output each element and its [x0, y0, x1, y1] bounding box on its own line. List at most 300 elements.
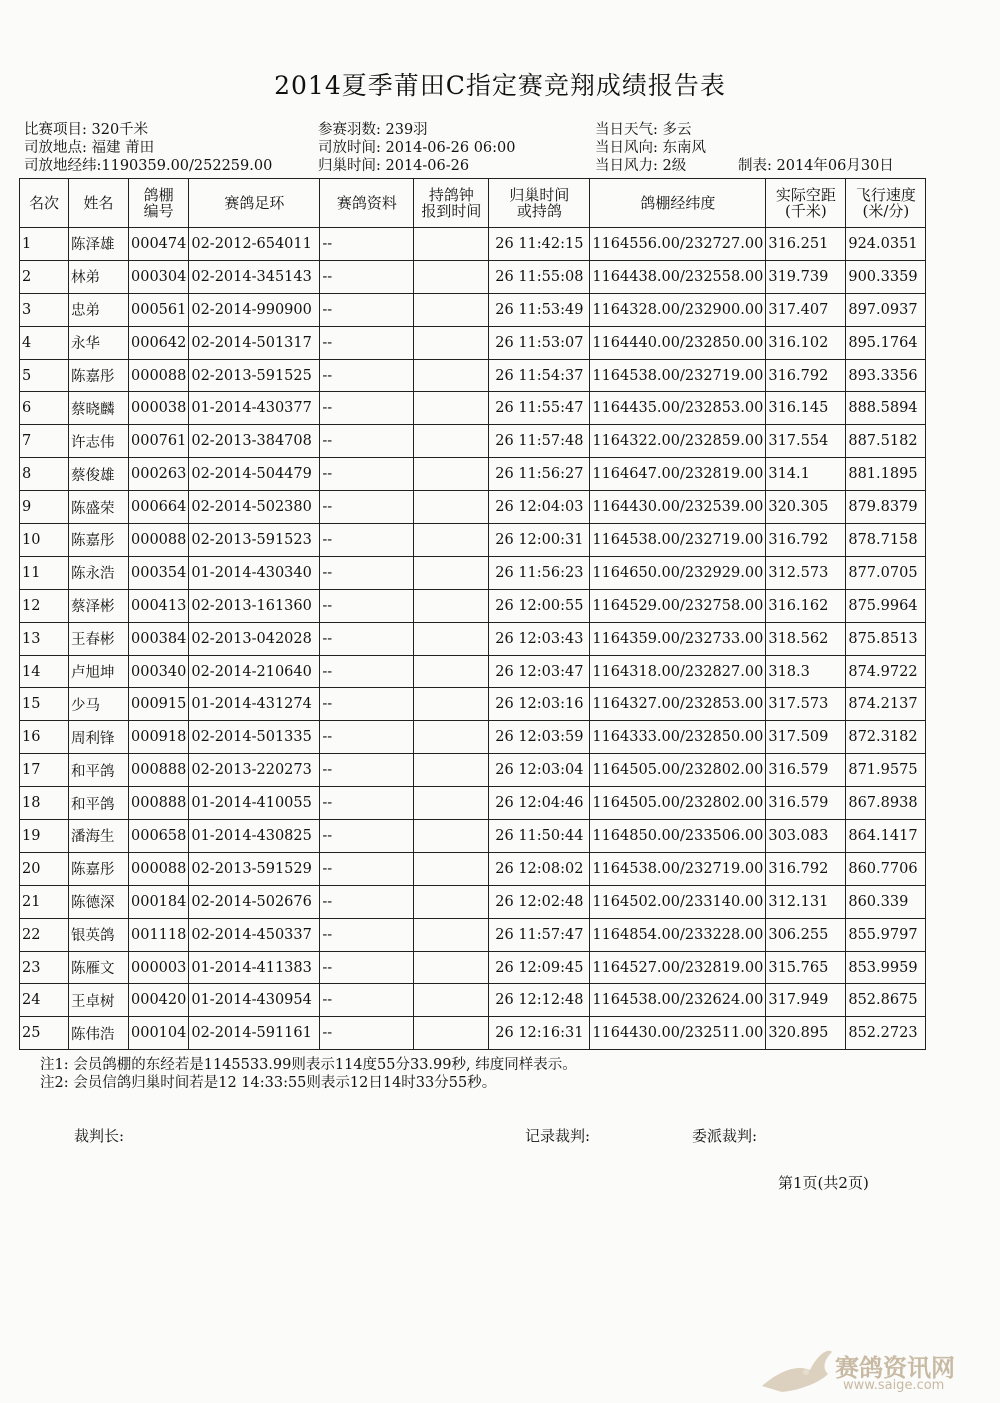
table-row: [20, 885, 926, 918]
cell-distance: 317.407: [766, 293, 846, 326]
table-row: [20, 359, 926, 392]
cell-name: 潘海生: [69, 820, 129, 853]
cell-name: 陈永浩: [69, 556, 129, 589]
cell-clock-time: [414, 721, 489, 754]
cell-distance: 303.083: [766, 820, 846, 853]
cell-name: 永华: [69, 326, 129, 359]
cell-rank: 19: [20, 820, 69, 853]
cell-return-time: 26 12:09:45: [489, 951, 590, 984]
cell-name: 陈嘉彤: [69, 359, 129, 392]
cell-distance: 316.792: [766, 852, 846, 885]
cell-loft-id: 000474: [129, 228, 189, 261]
cell-name: 陈伟浩: [69, 1017, 129, 1050]
release-location: 司放地点: 福建 莆田: [24, 140, 155, 156]
cell-rank: 11: [20, 556, 69, 589]
cell-return-time: 26 11:50:44: [489, 820, 590, 853]
cell-return-time: 26 11:57:47: [489, 918, 590, 951]
cell-loft-coords: 1164505.00/232802.00: [590, 787, 766, 820]
cell-pigeon-info: --: [320, 951, 414, 984]
cell-rank: 6: [20, 392, 69, 425]
cell-speed: 875.8513: [846, 622, 926, 655]
cell-pigeon-info: --: [320, 721, 414, 754]
cell-pigeon-info: --: [320, 458, 414, 491]
cell-distance: 316.102: [766, 326, 846, 359]
cell-ring: 02-2014-504479: [189, 458, 320, 491]
cell-return-time: 26 12:03:59: [489, 721, 590, 754]
cell-rank: 24: [20, 984, 69, 1017]
cell-name: 周利锋: [69, 721, 129, 754]
cell-pigeon-info: --: [320, 622, 414, 655]
table-row: [20, 491, 926, 524]
table-row: [20, 326, 926, 359]
cell-return-time: 26 12:12:48: [489, 984, 590, 1017]
cell-loft-id: 000304: [129, 260, 189, 293]
cell-speed: 853.9959: [846, 951, 926, 984]
cell-speed: 860.339: [846, 885, 926, 918]
cell-name: 和平鸽: [69, 787, 129, 820]
cell-speed: 877.0705: [846, 556, 926, 589]
header-pigeon-info: 赛鸽资料: [320, 179, 414, 228]
cell-return-time: 26 11:56:23: [489, 556, 590, 589]
cell-name: 银英鸽: [69, 918, 129, 951]
cell-clock-time: [414, 984, 489, 1017]
cell-rank: 25: [20, 1017, 69, 1050]
release-time: 司放时间: 2014-06-26 06:00: [318, 140, 516, 156]
header-rank: 名次: [20, 179, 69, 228]
header-speed: 飞行速度 (米/分): [846, 179, 926, 228]
cell-pigeon-info: --: [320, 425, 414, 458]
cell-speed: 900.3359: [846, 260, 926, 293]
cell-return-time: 26 12:03:43: [489, 622, 590, 655]
cell-clock-time: [414, 491, 489, 524]
cell-pigeon-info: --: [320, 787, 414, 820]
cell-loft-coords: 1164527.00/232819.00: [590, 951, 766, 984]
cell-ring: 01-2014-410055: [189, 787, 320, 820]
cell-rank: 18: [20, 787, 69, 820]
cell-speed: 874.2137: [846, 688, 926, 721]
cell-return-time: 26 11:53:49: [489, 293, 590, 326]
cell-name: 王卓树: [69, 984, 129, 1017]
cell-loft-coords: 1164650.00/232929.00: [590, 556, 766, 589]
cell-loft-id: 000888: [129, 787, 189, 820]
cell-pigeon-info: --: [320, 556, 414, 589]
cell-loft-id: 000664: [129, 491, 189, 524]
cell-speed: 875.9964: [846, 589, 926, 622]
table-row: [20, 392, 926, 425]
cell-return-time: 26 12:03:04: [489, 754, 590, 787]
race-distance: 比赛项目: 320千米: [24, 122, 149, 138]
cell-loft-coords: 1164430.00/232511.00: [590, 1017, 766, 1050]
cell-return-time: 26 12:02:48: [489, 885, 590, 918]
cell-loft-coords: 1164538.00/232719.00: [590, 524, 766, 557]
cell-clock-time: [414, 918, 489, 951]
cell-name: 许志伟: [69, 425, 129, 458]
cell-ring: 02-2013-161360: [189, 589, 320, 622]
cell-distance: 312.573: [766, 556, 846, 589]
cell-name: 王春彬: [69, 622, 129, 655]
cell-loft-coords: 1164430.00/232539.00: [590, 491, 766, 524]
cell-return-time: 26 11:42:15: [489, 228, 590, 261]
table-row: [20, 1017, 926, 1050]
cell-distance: 320.305: [766, 491, 846, 524]
cell-clock-time: [414, 326, 489, 359]
cell-ring: 02-2012-654011: [189, 228, 320, 261]
table-row: [20, 260, 926, 293]
wind-direction: 当日风向: 东南风: [595, 140, 706, 156]
table-row: [20, 852, 926, 885]
cell-pigeon-info: --: [320, 228, 414, 261]
watermark-url: www.saige.com: [843, 1378, 945, 1393]
cell-clock-time: [414, 885, 489, 918]
cell-rank: 15: [20, 688, 69, 721]
cell-pigeon-info: --: [320, 293, 414, 326]
cell-pigeon-info: --: [320, 885, 414, 918]
appointed-referee-label: 委派裁判:: [692, 1127, 758, 1145]
cell-ring: 02-2014-990900: [189, 293, 320, 326]
cell-speed: 867.8938: [846, 787, 926, 820]
cell-return-time: 26 11:57:48: [489, 425, 590, 458]
cell-ring: 01-2014-431274: [189, 688, 320, 721]
cell-speed: 852.2723: [846, 1017, 926, 1050]
cell-ring: 01-2014-430825: [189, 820, 320, 853]
cell-clock-time: [414, 425, 489, 458]
cell-name: 陈泽雄: [69, 228, 129, 261]
header-ring: 赛鸽足环: [189, 179, 320, 228]
cell-name: 陈德深: [69, 885, 129, 918]
cell-loft-id: 000354: [129, 556, 189, 589]
cell-loft-id: 000104: [129, 1017, 189, 1050]
cell-speed: 855.9797: [846, 918, 926, 951]
cell-distance: 316.792: [766, 524, 846, 557]
cell-name: 卢旭坤: [69, 655, 129, 688]
cell-loft-coords: 1164322.00/232859.00: [590, 425, 766, 458]
table-row: [20, 458, 926, 491]
cell-pigeon-info: --: [320, 1017, 414, 1050]
cell-distance: 312.131: [766, 885, 846, 918]
cell-loft-id: 000003: [129, 951, 189, 984]
cell-pigeon-info: --: [320, 359, 414, 392]
info-column-1: [24, 121, 272, 175]
cell-distance: 317.554: [766, 425, 846, 458]
cell-clock-time: [414, 359, 489, 392]
cell-speed: 852.8675: [846, 984, 926, 1017]
note-1: 注1: 会员鸽棚的东经若是1145533.99则表示114度55分33.99秒, 纬度同样表示。: [40, 1057, 577, 1073]
cell-speed: 872.3182: [846, 721, 926, 754]
cell-ring: 02-2013-042028: [189, 622, 320, 655]
cell-loft-coords: 1164556.00/232727.00: [590, 228, 766, 261]
cell-loft-coords: 1164318.00/232827.00: [590, 655, 766, 688]
cell-loft-coords: 1164327.00/232853.00: [590, 688, 766, 721]
cell-loft-id: 000915: [129, 688, 189, 721]
cell-name: 陈盛荣: [69, 491, 129, 524]
cell-speed: 871.9575: [846, 754, 926, 787]
cell-ring: 01-2014-430954: [189, 984, 320, 1017]
header-clock-time: 持鸽钟 报到时间: [414, 179, 489, 228]
cell-speed: 888.5894: [846, 392, 926, 425]
cell-distance: 316.579: [766, 787, 846, 820]
cell-speed: 879.8379: [846, 491, 926, 524]
cell-clock-time: [414, 524, 489, 557]
cell-loft-id: 000420: [129, 984, 189, 1017]
cell-return-time: 26 11:56:27: [489, 458, 590, 491]
cell-rank: 14: [20, 655, 69, 688]
cell-ring: 02-2013-591525: [189, 359, 320, 392]
cell-loft-id: 000038: [129, 392, 189, 425]
cell-loft-id: 000761: [129, 425, 189, 458]
cell-clock-time: [414, 852, 489, 885]
note-2: 注2: 会员信鸽归巢时间若是12 14:33:55则表示12日14时33分55秒。: [40, 1075, 497, 1091]
cell-loft-coords: 1164538.00/232719.00: [590, 359, 766, 392]
cell-pigeon-info: --: [320, 326, 414, 359]
header-return-time: 归巢时间 或持鸽: [489, 179, 590, 228]
cell-clock-time: [414, 951, 489, 984]
table-body: [20, 228, 926, 1050]
cell-name: 林弟: [69, 260, 129, 293]
cell-name: 忠弟: [69, 293, 129, 326]
page-number: 第1页(共2页): [778, 1174, 869, 1192]
cell-distance: 316.162: [766, 589, 846, 622]
entry-count: 参赛羽数: 239羽: [318, 122, 428, 138]
cell-rank: 22: [20, 918, 69, 951]
cell-name: 陈嘉彤: [69, 852, 129, 885]
cell-loft-coords: 1164647.00/232819.00: [590, 458, 766, 491]
cell-loft-id: 000088: [129, 524, 189, 557]
cell-clock-time: [414, 1017, 489, 1050]
cell-ring: 02-2014-450337: [189, 918, 320, 951]
cell-rank: 5: [20, 359, 69, 392]
cell-loft-id: 000642: [129, 326, 189, 359]
cell-pigeon-info: --: [320, 655, 414, 688]
cell-speed: 893.3356: [846, 359, 926, 392]
cell-ring: 01-2014-411383: [189, 951, 320, 984]
cell-rank: 23: [20, 951, 69, 984]
cell-ring: 02-2013-591529: [189, 852, 320, 885]
cell-return-time: 26 12:08:02: [489, 852, 590, 885]
cell-pigeon-info: --: [320, 984, 414, 1017]
table-row: [20, 524, 926, 557]
cell-distance: 314.1: [766, 458, 846, 491]
cell-clock-time: [414, 622, 489, 655]
cell-name: 蔡泽彬: [69, 589, 129, 622]
cell-distance: 318.562: [766, 622, 846, 655]
cell-pigeon-info: --: [320, 688, 414, 721]
cell-pigeon-info: --: [320, 392, 414, 425]
cell-speed: 887.5182: [846, 425, 926, 458]
cell-ring: 02-2014-501335: [189, 721, 320, 754]
cell-return-time: 26 12:03:16: [489, 688, 590, 721]
cell-clock-time: [414, 589, 489, 622]
cell-distance: 316.145: [766, 392, 846, 425]
cell-rank: 4: [20, 326, 69, 359]
cell-distance: 316.579: [766, 754, 846, 787]
cell-loft-id: 001118: [129, 918, 189, 951]
cell-loft-coords: 1164538.00/232719.00: [590, 852, 766, 885]
cell-loft-coords: 1164438.00/232558.00: [590, 260, 766, 293]
header-distance: 实际空距 (千米): [766, 179, 846, 228]
cell-pigeon-info: --: [320, 491, 414, 524]
cell-loft-id: 000184: [129, 885, 189, 918]
cell-ring: 02-2013-384708: [189, 425, 320, 458]
cell-ring: 02-2014-502380: [189, 491, 320, 524]
weather: 当日天气: 多云: [595, 122, 692, 138]
cell-loft-coords: 1164435.00/232853.00: [590, 392, 766, 425]
cell-loft-coords: 1164529.00/232758.00: [590, 589, 766, 622]
info-column-3: [595, 121, 706, 175]
cell-rank: 2: [20, 260, 69, 293]
cell-loft-coords: 1164505.00/232802.00: [590, 754, 766, 787]
header-loft-id: 鸽棚 编号: [129, 179, 189, 228]
table-row: [20, 787, 926, 820]
cell-name: 陈嘉彤: [69, 524, 129, 557]
table-row: [20, 688, 926, 721]
cell-clock-time: [414, 787, 489, 820]
cell-ring: 02-2014-501317: [189, 326, 320, 359]
cell-loft-id: 000888: [129, 754, 189, 787]
cell-loft-coords: 1164359.00/232733.00: [590, 622, 766, 655]
table-row: [20, 721, 926, 754]
cell-pigeon-info: --: [320, 589, 414, 622]
cell-return-time: 26 11:55:47: [489, 392, 590, 425]
cell-pigeon-info: --: [320, 524, 414, 557]
cell-return-time: 26 12:00:55: [489, 589, 590, 622]
cell-loft-coords: 1164333.00/232850.00: [590, 721, 766, 754]
cell-rank: 9: [20, 491, 69, 524]
cell-speed: 897.0937: [846, 293, 926, 326]
cell-clock-time: [414, 228, 489, 261]
cell-rank: 10: [20, 524, 69, 557]
cell-speed: 895.1764: [846, 326, 926, 359]
report-title: 2014夏季莆田C指定赛竞翔成绩报告表: [274, 71, 726, 100]
cell-loft-coords: 1164538.00/232624.00: [590, 984, 766, 1017]
table-row: [20, 918, 926, 951]
table-row: [20, 984, 926, 1017]
table-row: [20, 754, 926, 787]
cell-rank: 16: [20, 721, 69, 754]
cell-ring: 02-2013-220273: [189, 754, 320, 787]
cell-rank: 1: [20, 228, 69, 261]
cell-return-time: 26 11:55:08: [489, 260, 590, 293]
cell-ring: 02-2013-591523: [189, 524, 320, 557]
cell-ring: 01-2014-430377: [189, 392, 320, 425]
cell-distance: 317.509: [766, 721, 846, 754]
cell-loft-coords: 1164440.00/232850.00: [590, 326, 766, 359]
cell-distance: 317.573: [766, 688, 846, 721]
cell-clock-time: [414, 392, 489, 425]
table-row: [20, 820, 926, 853]
cell-name: 陈雁文: [69, 951, 129, 984]
table-row: [20, 228, 926, 261]
cell-pigeon-info: --: [320, 754, 414, 787]
cell-ring: 01-2014-430340: [189, 556, 320, 589]
cell-ring: 02-2014-591161: [189, 1017, 320, 1050]
table-row: [20, 293, 926, 326]
cell-distance: 315.765: [766, 951, 846, 984]
cell-return-time: 26 12:04:46: [489, 787, 590, 820]
cell-loft-id: 000088: [129, 359, 189, 392]
cell-loft-id: 000561: [129, 293, 189, 326]
return-time: 归巢时间: 2014-06-26: [318, 158, 470, 174]
table-row: [20, 589, 926, 622]
results-table: [19, 178, 926, 1050]
cell-speed: 878.7158: [846, 524, 926, 557]
cell-name: 和平鸽: [69, 754, 129, 787]
cell-return-time: 26 12:16:31: [489, 1017, 590, 1050]
cell-distance: 316.792: [766, 359, 846, 392]
cell-distance: 319.739: [766, 260, 846, 293]
table-row: [20, 425, 926, 458]
cell-return-time: 26 11:54:37: [489, 359, 590, 392]
cell-clock-time: [414, 260, 489, 293]
cell-rank: 3: [20, 293, 69, 326]
cell-name: 蔡俊雄: [69, 458, 129, 491]
cell-ring: 02-2014-345143: [189, 260, 320, 293]
cell-loft-id: 000918: [129, 721, 189, 754]
prepared-date: 制表: 2014年06月30日: [738, 158, 894, 174]
cell-return-time: 26 12:03:47: [489, 655, 590, 688]
cell-return-time: 26 12:04:03: [489, 491, 590, 524]
header-loft-coords: 鸽棚经纬度: [590, 179, 766, 228]
cell-loft-coords: 1164502.00/233140.00: [590, 885, 766, 918]
cell-name: 少马: [69, 688, 129, 721]
cell-pigeon-info: --: [320, 918, 414, 951]
notes: [40, 1056, 577, 1092]
cell-rank: 8: [20, 458, 69, 491]
cell-clock-time: [414, 688, 489, 721]
recording-referee-label: 记录裁判:: [525, 1127, 591, 1145]
cell-pigeon-info: --: [320, 260, 414, 293]
cell-pigeon-info: --: [320, 852, 414, 885]
cell-loft-coords: 1164854.00/233228.00: [590, 918, 766, 951]
cell-distance: 320.895: [766, 1017, 846, 1050]
cell-rank: 20: [20, 852, 69, 885]
info-column-2: [318, 121, 516, 175]
watermark-text: 赛鸽资讯网: [835, 1354, 955, 1382]
cell-loft-id: 000263: [129, 458, 189, 491]
table-row: [20, 622, 926, 655]
cell-clock-time: [414, 820, 489, 853]
cell-clock-time: [414, 458, 489, 491]
cell-speed: 860.7706: [846, 852, 926, 885]
cell-rank: 12: [20, 589, 69, 622]
table-row: [20, 655, 926, 688]
cell-loft-id: 000088: [129, 852, 189, 885]
cell-distance: 306.255: [766, 918, 846, 951]
cell-loft-id: 000658: [129, 820, 189, 853]
cell-pigeon-info: --: [320, 820, 414, 853]
cell-distance: 316.251: [766, 228, 846, 261]
header-name: 姓名: [69, 179, 129, 228]
cell-speed: 924.0351: [846, 228, 926, 261]
cell-speed: 874.9722: [846, 655, 926, 688]
cell-rank: 17: [20, 754, 69, 787]
cell-clock-time: [414, 655, 489, 688]
cell-name: 蔡晓麟: [69, 392, 129, 425]
cell-distance: 318.3: [766, 655, 846, 688]
cell-clock-time: [414, 754, 489, 787]
cell-ring: 02-2014-210640: [189, 655, 320, 688]
cell-ring: 02-2014-502676: [189, 885, 320, 918]
release-coordinates: 司放地经纬:1190359.00/252259.00: [24, 158, 273, 174]
table-row: [20, 951, 926, 984]
cell-rank: 13: [20, 622, 69, 655]
table-header-row: [20, 179, 926, 228]
wind-force: 当日风力: 2级: [595, 158, 687, 174]
table-row: [20, 556, 926, 589]
cell-speed: 881.1895: [846, 458, 926, 491]
cell-rank: 21: [20, 885, 69, 918]
cell-clock-time: [414, 556, 489, 589]
cell-loft-coords: 1164850.00/233506.00: [590, 820, 766, 853]
